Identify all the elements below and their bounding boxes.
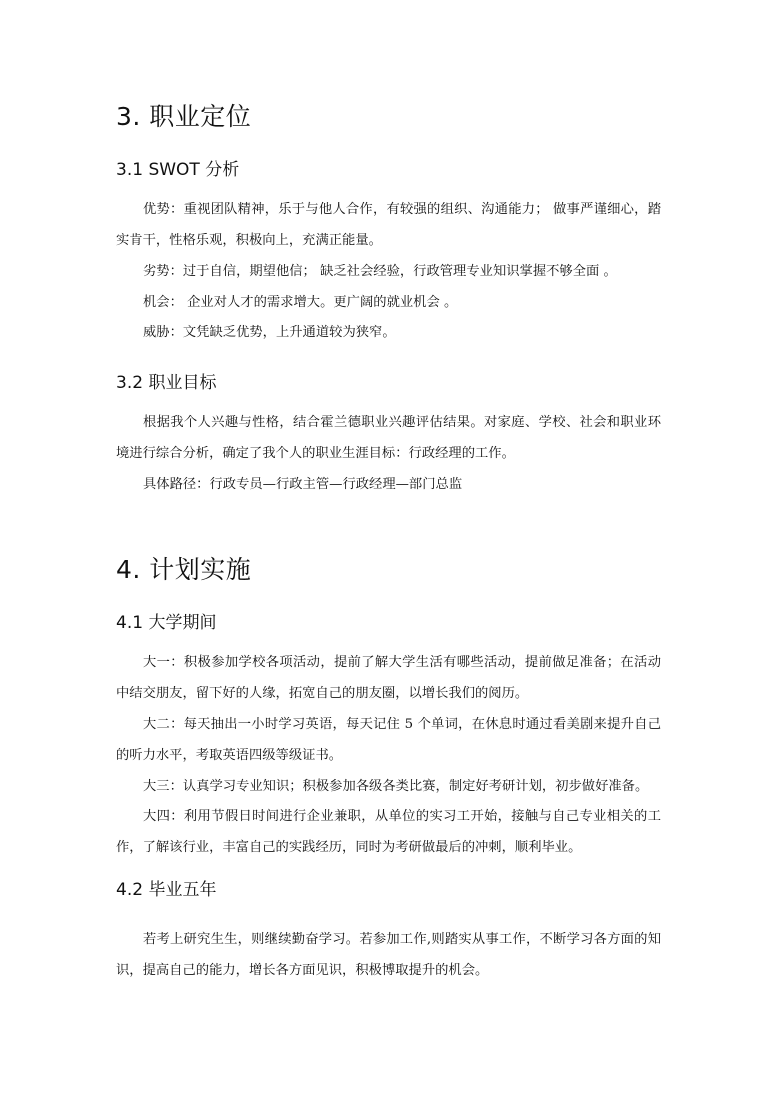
subsection-heading-swot: 3.1 SWOT 分析 <box>116 160 240 180</box>
paragraph-threats: 威胁：文凭缺乏优势，上升通道较为狭窄。 <box>143 325 396 340</box>
subsection-heading-career-goal: 3.2 职业目标 <box>116 373 217 393</box>
paragraph-freshman: 大一：积极参加学校各项活动，提前了解大学生活有哪些活动，提前做足准备；在活动中结交朋友，留下好的人缘，拓宽自己的朋友圈，以增长我们的阅历。 <box>116 655 661 701</box>
paragraph-opportunities: 机会： 企业对人才的需求增大。更广阔的就业机会 。 <box>143 295 458 310</box>
section-heading-career-positioning: 3. 职业定位 <box>116 102 252 131</box>
paragraph-five-years: 若考上研究生生，则继续勤奋学习。若参加工作,则踏实从事工作，不断学习各方面的知识，提高自己的能力，增长各方面见识，积极博取提升的机会。 <box>116 932 661 978</box>
subsection-heading-university: 4.1 大学期间 <box>116 613 217 633</box>
paragraph-weaknesses: 劣势：过于自信，期望他信； 缺乏社会经验，行政管理专业知识掌握不够全面 。 <box>143 264 617 279</box>
section-heading-plan-implementation: 4. 计划实施 <box>116 555 252 584</box>
paragraph-career-path: 具体路径：行政专员—行政主管—行政经理—部门总监 <box>143 477 463 492</box>
paragraph-strengths: 优势：重视团队精神，乐于与他人合作，有较强的组织、沟通能力； 做事严谨细心，踏实肯干，性格乐观，积极向上，充满正能量。 <box>116 202 661 248</box>
paragraph-junior: 大三：认真学习专业知识；积极参加各级各类比赛，制定好考研计划，初步做好准备。 <box>143 779 649 794</box>
subsection-heading-five-years: 4.2 毕业五年 <box>116 880 217 900</box>
paragraph-senior: 大四：利用节假日时间进行企业兼职，从单位的实习工开始，接触与自己专业相关的工作，了解该行业，丰富自己的实践经历，同时为考研做最后的冲刺，顺利毕业。 <box>116 809 661 855</box>
paragraph-career-goal: 根据我个人兴趣与性格，结合霍兰德职业兴趣评估结果。对家庭、学校、社会和职业环境进行综合分析，确定了我个人的职业生涯目标：行政经理的工作。 <box>116 415 661 461</box>
paragraph-sophomore: 大二：每天抽出一小时学习英语，每天记住 5 个单词，在休息时通过看美剧来提升自己的听力水平，考取英语四级等级证书。 <box>116 717 661 763</box>
